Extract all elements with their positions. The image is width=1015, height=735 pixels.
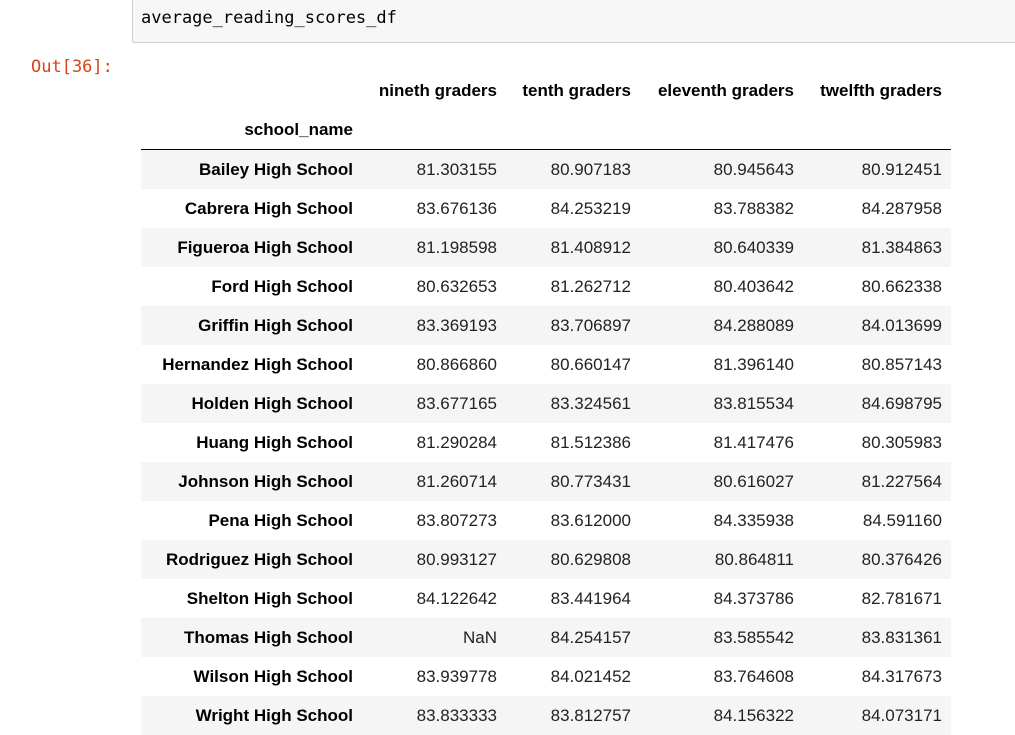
table-row: [141, 462, 951, 501]
score-cell: 80.640339: [713, 237, 794, 257]
score-cell: 83.788382: [713, 198, 794, 218]
score-cell: 81.396140: [713, 354, 794, 374]
score-cell: 82.781671: [861, 588, 942, 608]
score-cell: 80.907183: [550, 159, 631, 179]
score-cell: 84.254157: [550, 627, 631, 647]
score-cell: 83.812757: [550, 705, 631, 725]
score-cell: 84.013699: [861, 315, 942, 335]
table-row: [141, 618, 951, 657]
row-index-school-name: Figueroa High School: [177, 237, 353, 257]
row-index-school-name: Thomas High School: [183, 627, 353, 647]
score-cell: 80.403642: [713, 276, 794, 296]
score-cell: 80.866860: [416, 354, 497, 374]
score-cell: 83.612000: [550, 510, 631, 530]
row-index-school-name: Pena High School: [208, 510, 353, 530]
row-index-school-name: Wright High School: [195, 705, 353, 725]
corner-cell: [141, 71, 362, 110]
score-cell: 84.591160: [862, 510, 942, 530]
score-cell: 83.677165: [416, 393, 497, 413]
table-row: [141, 306, 951, 345]
index-name-row: [141, 110, 951, 150]
table-row: [141, 540, 951, 579]
score-cell: 83.764608: [713, 666, 794, 686]
score-cell: 83.939778: [416, 666, 497, 686]
score-cell: 83.324561: [550, 393, 631, 413]
table-row: [141, 657, 951, 696]
row-index-school-name: Bailey High School: [199, 159, 353, 179]
score-cell: 83.441964: [550, 588, 631, 608]
row-index-school-name: Holden High School: [191, 393, 353, 413]
table-row: [141, 267, 951, 306]
table-row: [141, 384, 951, 423]
table-row: [141, 501, 951, 540]
score-cell: 84.288089: [713, 315, 794, 335]
score-cell: 84.698795: [861, 393, 942, 413]
row-index-school-name: Griffin High School: [198, 315, 353, 335]
row-index-school-name: Rodriguez High School: [166, 549, 353, 569]
score-cell: 80.376426: [861, 549, 942, 569]
score-cell: 81.512386: [550, 432, 631, 452]
row-index-school-name: Johnson High School: [178, 471, 353, 491]
table-row: [141, 579, 951, 618]
score-cell: 84.253219: [550, 198, 631, 218]
score-cell: 84.156322: [713, 705, 794, 725]
table-row: [141, 345, 951, 384]
score-cell: 81.303155: [416, 159, 497, 179]
column-header: twelfth graders: [820, 80, 942, 100]
row-index-school-name: Hernandez High School: [162, 354, 353, 374]
row-index-school-name: Huang High School: [196, 432, 353, 452]
table-row: [141, 228, 951, 267]
column-header: eleventh graders: [657, 80, 794, 100]
dataframe-table: [141, 71, 951, 735]
column-header-row: [141, 71, 951, 110]
score-cell: 81.198598: [416, 237, 497, 257]
score-cell: 81.227564: [861, 471, 942, 491]
row-index-school-name: Cabrera High School: [184, 198, 353, 218]
table-row: [141, 696, 951, 735]
index-name: school_name: [141, 110, 362, 150]
score-cell: 83.833333: [416, 705, 497, 725]
score-cell: NaN: [462, 627, 497, 647]
score-cell: 80.660147: [550, 354, 631, 374]
output-prompt: Out[36]:: [31, 57, 113, 77]
score-cell: 81.260714: [416, 471, 497, 491]
score-cell: 80.632653: [416, 276, 497, 296]
column-header: tenth graders: [522, 80, 631, 100]
score-cell: 80.629808: [550, 549, 631, 569]
code-text[interactable]: average_reading_scores_df: [141, 8, 397, 28]
row-index-school-name: Shelton High School: [186, 588, 353, 608]
score-cell: 80.773431: [550, 471, 631, 491]
score-cell: 83.815534: [713, 393, 794, 413]
score-cell: 81.384863: [861, 237, 942, 257]
score-cell: 84.021452: [550, 666, 631, 686]
score-cell: 84.122642: [416, 588, 497, 608]
score-cell: 80.864811: [714, 549, 794, 569]
score-cell: 80.912451: [861, 159, 942, 179]
score-cell: 81.408912: [550, 237, 631, 257]
score-cell: 83.585542: [713, 627, 794, 647]
score-cell: 83.831361: [861, 627, 942, 647]
score-cell: 84.317673: [861, 666, 942, 686]
column-header: nineth graders: [378, 80, 497, 100]
score-cell: 84.073171: [861, 705, 942, 725]
table-row: [141, 423, 951, 462]
score-cell: 83.369193: [416, 315, 497, 335]
code-input-cell[interactable]: [132, 0, 1015, 43]
score-cell: 83.676136: [416, 198, 497, 218]
score-cell: 84.335938: [713, 510, 794, 530]
score-cell: 81.290284: [416, 432, 497, 452]
score-cell: 80.857143: [861, 354, 942, 374]
score-cell: 81.417476: [713, 432, 794, 452]
score-cell: 83.807273: [416, 510, 497, 530]
score-cell: 80.945643: [713, 159, 794, 179]
score-cell: 80.305983: [861, 432, 942, 452]
score-cell: 84.373786: [713, 588, 794, 608]
score-cell: 80.993127: [416, 549, 497, 569]
score-cell: 80.616027: [713, 471, 794, 491]
table-row: [141, 189, 951, 228]
score-cell: 81.262712: [550, 276, 631, 296]
row-index-school-name: Wilson High School: [193, 666, 353, 686]
table-row: [141, 150, 951, 190]
score-cell: 84.287958: [861, 198, 942, 218]
score-cell: 80.662338: [861, 276, 942, 296]
score-cell: 83.706897: [550, 315, 631, 335]
row-index-school-name: Ford High School: [211, 276, 353, 296]
